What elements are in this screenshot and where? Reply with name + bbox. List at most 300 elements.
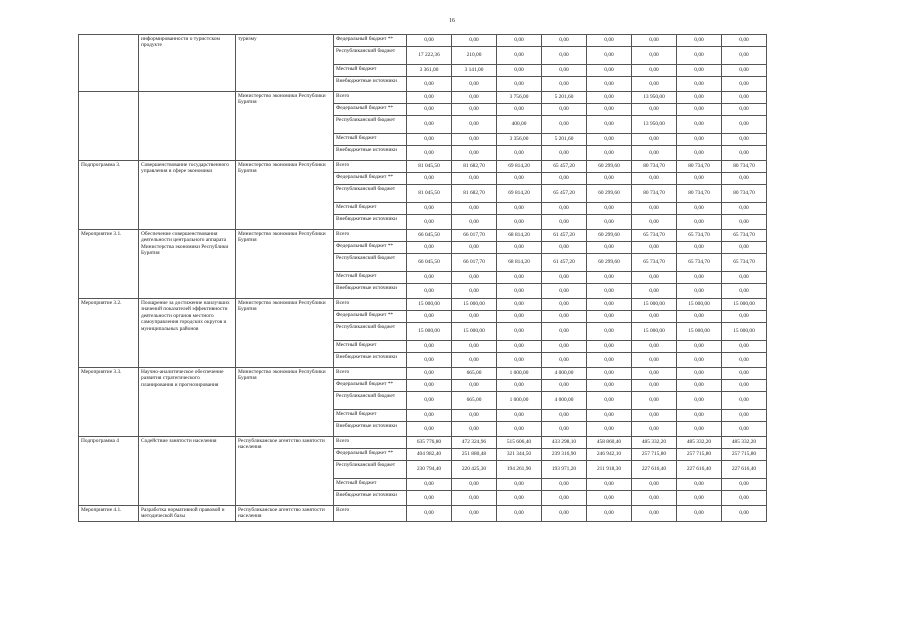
amount-cell: 0,00	[542, 506, 587, 522]
amount-cell: 0,00	[542, 410, 587, 422]
amount-cell: 0,00	[542, 380, 587, 392]
funding-source-cell: Местный бюджет	[334, 65, 407, 77]
amount-cell: 0,00	[632, 65, 677, 77]
amount-cell: 0,00	[452, 77, 497, 92]
amount-cell: 210,00	[452, 47, 497, 65]
amount-cell: 0,00	[632, 380, 677, 392]
amount-cell: 0,00	[542, 353, 587, 368]
section-name-cell: Содействие занятости населения	[139, 437, 236, 506]
section-name-cell	[139, 92, 236, 161]
amount-cell: 3 356,00	[497, 134, 542, 146]
amount-cell: 433 298,10	[542, 437, 587, 449]
amount-cell: 0,00	[632, 311, 677, 323]
amount-cell: 15 000,00	[452, 299, 497, 311]
amount-cell: 0,00	[407, 215, 452, 230]
amount-cell: 0,00	[497, 77, 542, 92]
amount-cell: 0,00	[677, 311, 722, 323]
amount-cell: 0,00	[542, 341, 587, 353]
amount-cell: 0,00	[542, 173, 587, 185]
amount-cell: 0,00	[497, 299, 542, 311]
amount-cell: 13 950,00	[632, 92, 677, 104]
amount-cell: 0,00	[722, 272, 767, 284]
funding-source-cell: Республиканский бюджет	[334, 116, 407, 134]
amount-cell: 0,00	[407, 311, 452, 323]
amount-cell: 0,00	[722, 116, 767, 134]
amount-cell: 0,00	[407, 134, 452, 146]
funding-source-cell: Федеральный бюджет **	[334, 311, 407, 323]
amount-cell: 0,00	[722, 77, 767, 92]
amount-cell: 0,00	[542, 242, 587, 254]
funding-source-cell: Республиканский бюджет	[334, 254, 407, 272]
amount-cell: 0,00	[632, 77, 677, 92]
amount-cell: 0,00	[677, 173, 722, 185]
amount-cell: 0,00	[407, 116, 452, 134]
amount-cell: 0,00	[407, 341, 452, 353]
amount-cell: 0,00	[542, 284, 587, 299]
amount-cell: 0,00	[722, 368, 767, 380]
funding-source-cell: Внебюджетные источники	[334, 77, 407, 92]
amount-cell: 0,00	[497, 491, 542, 506]
amount-cell: 0,00	[407, 410, 452, 422]
amount-cell: 0,00	[722, 65, 767, 77]
amount-cell: 0,00	[677, 116, 722, 134]
funding-source-cell: Местный бюджет	[334, 203, 407, 215]
table-row	[79, 299, 767, 311]
section-label-cell	[79, 92, 139, 161]
amount-cell: 0,00	[587, 215, 632, 230]
amount-cell: 0,00	[587, 104, 632, 116]
amount-cell: 0,00	[497, 104, 542, 116]
amount-cell: 0,00	[677, 35, 722, 47]
funding-source-cell: Внебюджетные источники	[334, 215, 407, 230]
amount-cell: 0,00	[632, 104, 677, 116]
amount-cell: 0,00	[632, 392, 677, 410]
amount-cell: 5 201,60	[542, 92, 587, 104]
funding-source-cell: Всего	[334, 230, 407, 242]
amount-cell: 0,00	[497, 272, 542, 284]
amount-cell: 0,00	[497, 203, 542, 215]
amount-cell: 0,00	[722, 215, 767, 230]
amount-cell: 15 000,00	[722, 299, 767, 311]
amount-cell: 0,00	[452, 410, 497, 422]
amount-cell: 0,00	[587, 299, 632, 311]
amount-cell: 0,00	[497, 242, 542, 254]
amount-cell: 0,00	[497, 506, 542, 522]
amount-cell: 81 682,70	[452, 185, 497, 203]
amount-cell: 0,00	[722, 104, 767, 116]
amount-cell: 0,00	[587, 146, 632, 161]
amount-cell: 0,00	[452, 146, 497, 161]
amount-cell: 0,00	[452, 104, 497, 116]
amount-cell: 0,00	[587, 77, 632, 92]
amount-cell: 0,00	[407, 92, 452, 104]
amount-cell: 0,00	[587, 392, 632, 410]
amount-cell: 515 606,40	[497, 437, 542, 449]
amount-cell: 0,00	[587, 116, 632, 134]
amount-cell: 0,00	[587, 368, 632, 380]
amount-cell: 0,00	[722, 284, 767, 299]
amount-cell: 0,00	[452, 215, 497, 230]
amount-cell: 0,00	[452, 284, 497, 299]
amount-cell: 0,00	[632, 284, 677, 299]
amount-cell: 0,00	[542, 116, 587, 134]
page-number: 16	[449, 18, 455, 24]
section-label-cell: Подпрограмма 3.	[79, 161, 139, 230]
amount-cell: 15 000,00	[452, 323, 497, 341]
amount-cell: 69 814,20	[497, 161, 542, 173]
amount-cell: 0,00	[542, 47, 587, 65]
amount-cell: 404 982,40	[407, 449, 452, 461]
amount-cell: 69 814,20	[497, 185, 542, 203]
amount-cell: 3 756,00	[497, 92, 542, 104]
funding-source-cell: Республиканский бюджет	[334, 461, 407, 479]
funding-source-cell: Республиканский бюджет	[334, 323, 407, 341]
funding-source-cell: Федеральный бюджет **	[334, 380, 407, 392]
amount-cell: 0,00	[542, 77, 587, 92]
amount-cell: 0,00	[542, 203, 587, 215]
amount-cell: 15 000,00	[632, 323, 677, 341]
amount-cell: 0,00	[722, 47, 767, 65]
amount-cell: 0,00	[677, 479, 722, 491]
amount-cell: 0,00	[452, 203, 497, 215]
amount-cell: 0,00	[722, 410, 767, 422]
amount-cell: 0,00	[632, 173, 677, 185]
amount-cell: 61 457,20	[542, 254, 587, 272]
amount-cell: 80 734,70	[677, 161, 722, 173]
amount-cell: 0,00	[542, 65, 587, 77]
amount-cell: 65 734,70	[632, 254, 677, 272]
amount-cell: 80 734,70	[677, 185, 722, 203]
amount-cell: 66 017,70	[452, 230, 497, 242]
funding-source-cell: Внебюджетные источники	[334, 284, 407, 299]
amount-cell: 0,00	[722, 491, 767, 506]
amount-cell: 0,00	[452, 341, 497, 353]
amount-cell: 485 332,20	[677, 437, 722, 449]
amount-cell: 0,00	[677, 392, 722, 410]
amount-cell: 0,00	[542, 299, 587, 311]
amount-cell: 0,00	[407, 353, 452, 368]
amount-cell: 0,00	[722, 146, 767, 161]
funding-source-cell: Местный бюджет	[334, 272, 407, 284]
amount-cell: 0,00	[722, 311, 767, 323]
amount-cell: 0,00	[677, 368, 722, 380]
amount-cell: 0,00	[497, 35, 542, 47]
amount-cell: 0,00	[497, 146, 542, 161]
table-viewport	[0, 36, 905, 577]
amount-cell: 0,00	[722, 92, 767, 104]
funding-source-cell: Республиканский бюджет	[334, 185, 407, 203]
amount-cell: 0,00	[407, 422, 452, 437]
amount-cell: 68 814,20	[497, 230, 542, 242]
amount-cell: 0,00	[632, 47, 677, 65]
funding-source-cell: Местный бюджет	[334, 479, 407, 491]
amount-cell: 0,00	[587, 311, 632, 323]
section-name-cell: Поощрение за достижение наилучших значений показателей эффективности деятельности органов местного самоуправления городских округов и муниципальных районов	[139, 299, 236, 368]
table-row	[79, 437, 767, 449]
amount-cell: 0,00	[722, 134, 767, 146]
funding-source-cell: Республиканский бюджет	[334, 47, 407, 65]
amount-cell: 0,00	[677, 215, 722, 230]
funding-source-cell: Всего	[334, 299, 407, 311]
amount-cell: 0,00	[587, 284, 632, 299]
amount-cell: 66 045,50	[407, 230, 452, 242]
funding-source-cell: Федеральный бюджет **	[334, 104, 407, 116]
funding-source-cell: Внебюджетные источники	[334, 422, 407, 437]
amount-cell: 0,00	[677, 203, 722, 215]
amount-cell: 0,00	[587, 203, 632, 215]
amount-cell: 0,00	[722, 341, 767, 353]
amount-cell: 0,00	[587, 47, 632, 65]
amount-cell: 257 715,80	[632, 449, 677, 461]
amount-cell: 81 045,50	[407, 161, 452, 173]
budget-table	[78, 34, 767, 522]
executor-cell: Министерство экономики Республики Бурятия	[236, 368, 334, 437]
funding-source-cell: Республиканский бюджет	[334, 392, 407, 410]
amount-cell: 13 950,00	[632, 116, 677, 134]
amount-cell: 0,00	[587, 491, 632, 506]
section-label-cell	[79, 35, 139, 92]
amount-cell: 0,00	[587, 341, 632, 353]
amount-cell: 0,00	[497, 410, 542, 422]
amount-cell: 0,00	[587, 272, 632, 284]
amount-cell: 0,00	[497, 353, 542, 368]
amount-cell: 0,00	[677, 242, 722, 254]
amount-cell: 0,00	[632, 341, 677, 353]
amount-cell: 0,00	[587, 92, 632, 104]
amount-cell: 0,00	[677, 77, 722, 92]
executor-cell: Министерство экономики Республики Бурятия	[236, 230, 334, 299]
amount-cell: 0,00	[587, 422, 632, 437]
table-row	[79, 35, 767, 47]
amount-cell: 0,00	[407, 104, 452, 116]
amount-cell: 0,00	[452, 422, 497, 437]
amount-cell: 0,00	[497, 479, 542, 491]
section-label-cell: Мероприятие 3.2.	[79, 299, 139, 368]
amount-cell: 321 344,50	[497, 449, 542, 461]
amount-cell: 1 000,00	[497, 368, 542, 380]
amount-cell: 0,00	[677, 134, 722, 146]
amount-cell: 0,00	[497, 311, 542, 323]
amount-cell: 257 715,80	[722, 449, 767, 461]
amount-cell: 4 000,00	[542, 392, 587, 410]
amount-cell: 246 942,10	[587, 449, 632, 461]
section-label-cell: Мероприятие 4.1.	[79, 506, 139, 522]
amount-cell: 0,00	[407, 284, 452, 299]
amount-cell: 193 971,20	[542, 461, 587, 479]
funding-source-cell: Всего	[334, 92, 407, 104]
amount-cell: 0,00	[677, 353, 722, 368]
amount-cell: 0,00	[407, 392, 452, 410]
amount-cell: 0,00	[722, 242, 767, 254]
amount-cell: 3 361,00	[407, 65, 452, 77]
amount-cell: 0,00	[542, 272, 587, 284]
amount-cell: 65 734,70	[677, 254, 722, 272]
funding-source-cell: Федеральный бюджет **	[334, 173, 407, 185]
amount-cell: 0,00	[632, 272, 677, 284]
amount-cell: 0,00	[452, 380, 497, 392]
amount-cell: 0,00	[407, 35, 452, 47]
amount-cell: 0,00	[722, 422, 767, 437]
amount-cell: 227 616,40	[632, 461, 677, 479]
amount-cell: 0,00	[677, 341, 722, 353]
amount-cell: 66 017,70	[452, 254, 497, 272]
amount-cell: 0,00	[452, 173, 497, 185]
amount-cell: 0,00	[632, 479, 677, 491]
amount-cell: 665,00	[452, 368, 497, 380]
amount-cell: 0,00	[587, 353, 632, 368]
amount-cell: 472 324,96	[452, 437, 497, 449]
amount-cell: 230 794,40	[407, 461, 452, 479]
funding-source-cell: Внебюджетные источники	[334, 353, 407, 368]
amount-cell: 0,00	[587, 35, 632, 47]
amount-cell: 0,00	[587, 323, 632, 341]
amount-cell: 0,00	[497, 323, 542, 341]
amount-cell: 3 141,00	[452, 65, 497, 77]
amount-cell: 0,00	[632, 134, 677, 146]
amount-cell: 80 734,70	[722, 161, 767, 173]
amount-cell: 0,00	[407, 203, 452, 215]
table-row	[79, 368, 767, 380]
amount-cell: 0,00	[632, 242, 677, 254]
amount-cell: 65 457,20	[542, 161, 587, 173]
amount-cell: 17 222,36	[407, 47, 452, 65]
amount-cell: 0,00	[587, 134, 632, 146]
funding-source-cell: Внебюджетные источники	[334, 491, 407, 506]
executor-cell: Министерство экономики Республики Бурятия	[236, 92, 334, 161]
amount-cell: 1 000,00	[497, 392, 542, 410]
section-label-cell: Мероприятие 3.1.	[79, 230, 139, 299]
amount-cell: 0,00	[542, 479, 587, 491]
amount-cell: 0,00	[587, 479, 632, 491]
funding-source-cell: Федеральный бюджет **	[334, 35, 407, 47]
amount-cell: 0,00	[452, 116, 497, 134]
table-row	[79, 92, 767, 104]
amount-cell: 0,00	[632, 203, 677, 215]
amount-cell: 0,00	[722, 479, 767, 491]
amount-cell: 0,00	[497, 380, 542, 392]
amount-cell: 227 616,40	[677, 461, 722, 479]
amount-cell: 0,00	[407, 506, 452, 522]
amount-cell: 0,00	[497, 284, 542, 299]
funding-source-cell: Всего	[334, 437, 407, 449]
executor-cell: туризму	[236, 35, 334, 92]
executor-cell: Республиканское агентство занятости населения	[236, 437, 334, 506]
amount-cell: 0,00	[632, 215, 677, 230]
amount-cell: 65 734,70	[632, 230, 677, 242]
amount-cell: 15 000,00	[407, 299, 452, 311]
amount-cell: 65 734,70	[722, 254, 767, 272]
amount-cell: 0,00	[587, 380, 632, 392]
amount-cell: 81 682,70	[452, 161, 497, 173]
section-name-cell: Разработка нормативной правовой и методической базы	[139, 506, 236, 522]
amount-cell: 0,00	[542, 215, 587, 230]
section-name-cell: информированности о туристском продукте	[139, 35, 236, 92]
amount-cell: 0,00	[722, 203, 767, 215]
amount-cell: 0,00	[677, 146, 722, 161]
funding-source-cell: Всего	[334, 368, 407, 380]
amount-cell: 65 457,20	[542, 185, 587, 203]
amount-cell: 0,00	[497, 173, 542, 185]
amount-cell: 0,00	[587, 173, 632, 185]
amount-cell: 15 000,00	[407, 323, 452, 341]
amount-cell: 80 734,70	[632, 185, 677, 203]
amount-cell: 194 261,90	[497, 461, 542, 479]
amount-cell: 15 000,00	[632, 299, 677, 311]
funding-source-cell: Всего	[334, 161, 407, 173]
amount-cell: 0,00	[632, 410, 677, 422]
table-row	[79, 161, 767, 173]
amount-cell: 0,00	[407, 380, 452, 392]
amount-cell: 227 616,40	[722, 461, 767, 479]
executor-cell: Республиканское агентство занятости населения	[236, 506, 334, 522]
amount-cell: 68 814,20	[497, 254, 542, 272]
amount-cell: 0,00	[677, 92, 722, 104]
amount-cell: 0,00	[497, 215, 542, 230]
amount-cell: 0,00	[587, 242, 632, 254]
amount-cell: 0,00	[587, 410, 632, 422]
funding-source-cell: Внебюджетные источники	[334, 146, 407, 161]
executor-cell: Министерство экономики Республики Бурятия	[236, 299, 334, 368]
amount-cell: 0,00	[677, 65, 722, 77]
amount-cell: 61 457,20	[542, 230, 587, 242]
amount-cell: 0,00	[632, 368, 677, 380]
amount-cell: 15 000,00	[677, 323, 722, 341]
table-row	[79, 230, 767, 242]
amount-cell: 665,00	[452, 392, 497, 410]
amount-cell: 251 880,48	[452, 449, 497, 461]
amount-cell: 0,00	[722, 173, 767, 185]
funding-source-cell: Всего	[334, 506, 407, 522]
amount-cell: 60 299,60	[587, 230, 632, 242]
amount-cell: 0,00	[677, 491, 722, 506]
amount-cell: 485 332,20	[632, 437, 677, 449]
amount-cell: 0,00	[497, 47, 542, 65]
amount-cell: 635 776,80	[407, 437, 452, 449]
amount-cell: 0,00	[632, 506, 677, 522]
amount-cell: 0,00	[452, 311, 497, 323]
amount-cell: 0,00	[452, 35, 497, 47]
amount-cell: 15 000,00	[722, 323, 767, 341]
executor-cell: Министерство экономики Республики Бурятия	[236, 161, 334, 230]
amount-cell: 0,00	[677, 284, 722, 299]
amount-cell: 0,00	[722, 380, 767, 392]
amount-cell: 0,00	[407, 146, 452, 161]
amount-cell: 65 734,70	[677, 230, 722, 242]
amount-cell: 0,00	[542, 491, 587, 506]
amount-cell: 0,00	[497, 422, 542, 437]
amount-cell: 0,00	[542, 35, 587, 47]
amount-cell: 485 332,20	[722, 437, 767, 449]
table-body	[79, 35, 767, 522]
amount-cell: 80 734,70	[632, 161, 677, 173]
amount-cell: 458 860,40	[587, 437, 632, 449]
amount-cell: 80 734,70	[722, 185, 767, 203]
amount-cell: 0,00	[542, 104, 587, 116]
amount-cell: 0,00	[677, 380, 722, 392]
amount-cell: 0,00	[587, 65, 632, 77]
amount-cell: 0,00	[452, 92, 497, 104]
amount-cell: 400,00	[497, 116, 542, 134]
amount-cell: 0,00	[632, 146, 677, 161]
section-label-cell: Подпрограмма 4	[79, 437, 139, 506]
amount-cell: 81 045,50	[407, 185, 452, 203]
funding-source-cell: Федеральный бюджет **	[334, 449, 407, 461]
amount-cell: 0,00	[452, 491, 497, 506]
amount-cell: 0,00	[497, 341, 542, 353]
amount-cell: 0,00	[452, 134, 497, 146]
amount-cell: 66 045,50	[407, 254, 452, 272]
table-row	[79, 506, 767, 522]
